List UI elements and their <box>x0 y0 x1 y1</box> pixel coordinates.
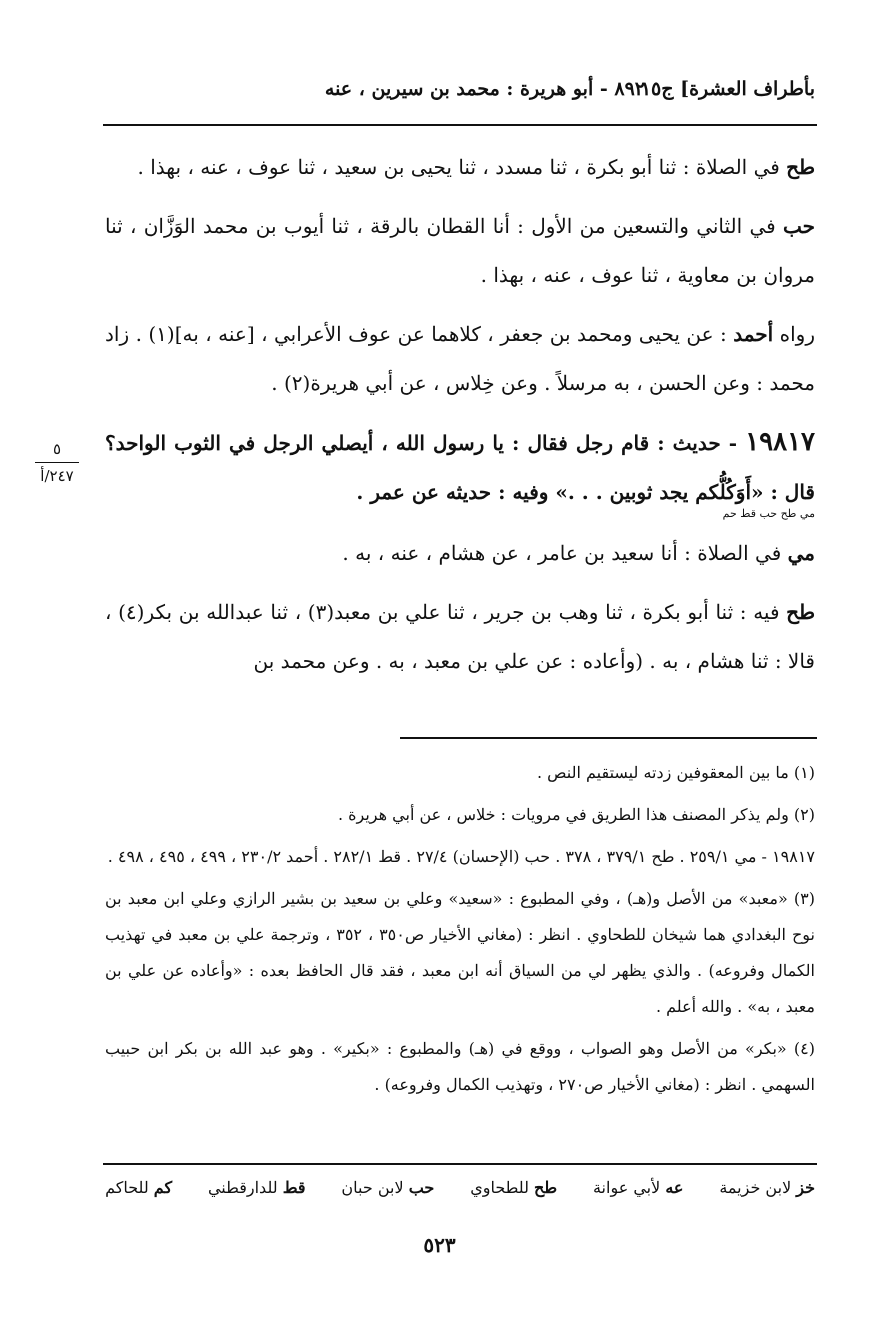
legend-rule <box>103 1163 817 1165</box>
hadith-sigla: مي طح حب قط حم <box>722 507 815 520</box>
legend-item: طح للطحاوي <box>470 1178 558 1197</box>
footnote-1: (١) ما بين المعقوفين زدته ليستقيم النص . <box>537 763 815 782</box>
siglum: أحمد <box>733 322 774 346</box>
margin-divider <box>35 462 79 463</box>
paragraph-tah-2 <box>105 588 815 686</box>
hadith-entry <box>105 418 815 519</box>
footnote-3: (٣) «معبد» من الأصل و(هـ) ، وفي المطبوع : «سعيد» وعلي بن سعيد بن بشير الرازي وعلي ابن معبد بن نوح البغدادي هما شيخان للطحاوي . انظر : (مغاني الأخيار ص٣٥٠ ، ٣٥٢ ، وترجمة علي بن معبد في تهذيب الكمال وفروعه) . والذي يظهر لي من السياق أنه ابن معبد ، فقد قال الحافظ بعده : «وأعاده عن علي بن معبد ، به» . والله أعلم . <box>105 889 815 1016</box>
siglum: طح <box>786 600 815 624</box>
siglum: طح <box>786 155 815 179</box>
legend-item: كم للحاكم <box>105 1178 173 1197</box>
legend-item: خز لابن خزيمة <box>719 1178 815 1197</box>
page-number: ٥٢٣ <box>423 1233 456 1257</box>
hadith-label: - حديث : <box>657 431 746 455</box>
legend-item: حب لابن حبان <box>341 1178 435 1197</box>
paragraph-lead: رواه <box>773 322 815 346</box>
header-rule <box>103 124 817 126</box>
footnote-2: (٢) ولم يذكر المصنف هذا الطريق في مرويات : خلاس ، عن أبي هريرة . <box>337 805 815 824</box>
paragraph-text: : عن يحيى ومحمد بن جعفر ، كلاهما عن عوف الأعرابي ، [عنه ، به](١) . زاد محمد : وعن الحسن ، به مرسلاً . وعن خِلاس ، عن أبي هريرة(٢) . <box>105 322 815 395</box>
hadith-number: ١٩٨١٧ <box>745 427 816 457</box>
main-text <box>105 143 815 696</box>
siglum: مي <box>787 541 815 565</box>
legend-item: عه لأبي عوانة <box>592 1178 684 1197</box>
paragraph-ahmad <box>105 310 815 408</box>
header-chapter-title: ٨٩٢ - أبو هريرة : محمد بن سيرين ، عنه <box>324 78 645 100</box>
footnotes <box>105 755 815 1109</box>
paragraph-mi <box>105 529 815 578</box>
hadith-text: قام رجل فقال : يا رسول الله ، أيصلي الرجل في الثوب الواحد؟ قال : «أَوَكُلُّكم يجد ثوبين . . .» وفيه : حديثه عن عمر . <box>105 431 815 504</box>
header-book-title: بأطراف العشرة] ج١٥ <box>640 78 815 100</box>
sigla-legend <box>105 1178 815 1208</box>
margin-folio: ٢٤٧/أ <box>40 467 74 485</box>
margin-number: ٥ <box>52 440 62 458</box>
footnote-references: ١٩٨١٧ - مي ٢٥٩/١ . طح ٣٧٩/١ ، ٣٧٨ . حب (الإحسان) ٢٧/٤ . قط ٢٨٢/١ . أحمد ٢٣٠/٢ ، ٤٩٩ ، ٤٩٥ ، ٤٩٨ . <box>107 847 815 866</box>
paragraph-text: في الصلاة : أنا سعيد بن عامر ، عن هشام ، عنه ، به . <box>342 541 788 565</box>
paragraph-hib <box>105 202 815 300</box>
running-header <box>105 70 815 110</box>
paragraph-tah <box>105 143 815 192</box>
paragraph-text: في الصلاة : ثنا أبو بكرة ، ثنا مسدد ، ثنا يحيى بن سعيد ، ثنا عوف ، عنه ، بهذا . <box>137 155 787 179</box>
footnote-4: (٤) «بكر» من الأصل وهو الصواب ، ووقع في (هـ) والمطبوع : «بكير» . وهو عبد الله بن بكر ابن حبيب السهمي . انظر : (مغاني الأخيار ص٢٧٠ ، وتهذيب الكمال وفروعه) . <box>105 1039 815 1094</box>
footnote-rule <box>400 737 817 739</box>
paragraph-text: في الثاني والتسعين من الأول : أنا القطان بالرقة ، ثنا أيوب بن محمد الوَزَّان ، ثنا مروان بن معاوية ، ثنا عوف ، عنه ، بهذا . <box>105 214 815 287</box>
paragraph-text: فيه : ثنا أبو بكرة ، ثنا وهب بن جرير ، ثنا علي بن معبد(٣) ، ثنا عبدالله بن بكر(٤) ، قالا : ثنا هشام ، به . (وأعاده : عن علي بن معبد ، به . وعن محمد بن <box>105 600 815 673</box>
margin-reference <box>22 440 92 485</box>
legend-item: قط للدارقطني <box>207 1178 306 1197</box>
siglum: حب <box>782 214 815 238</box>
